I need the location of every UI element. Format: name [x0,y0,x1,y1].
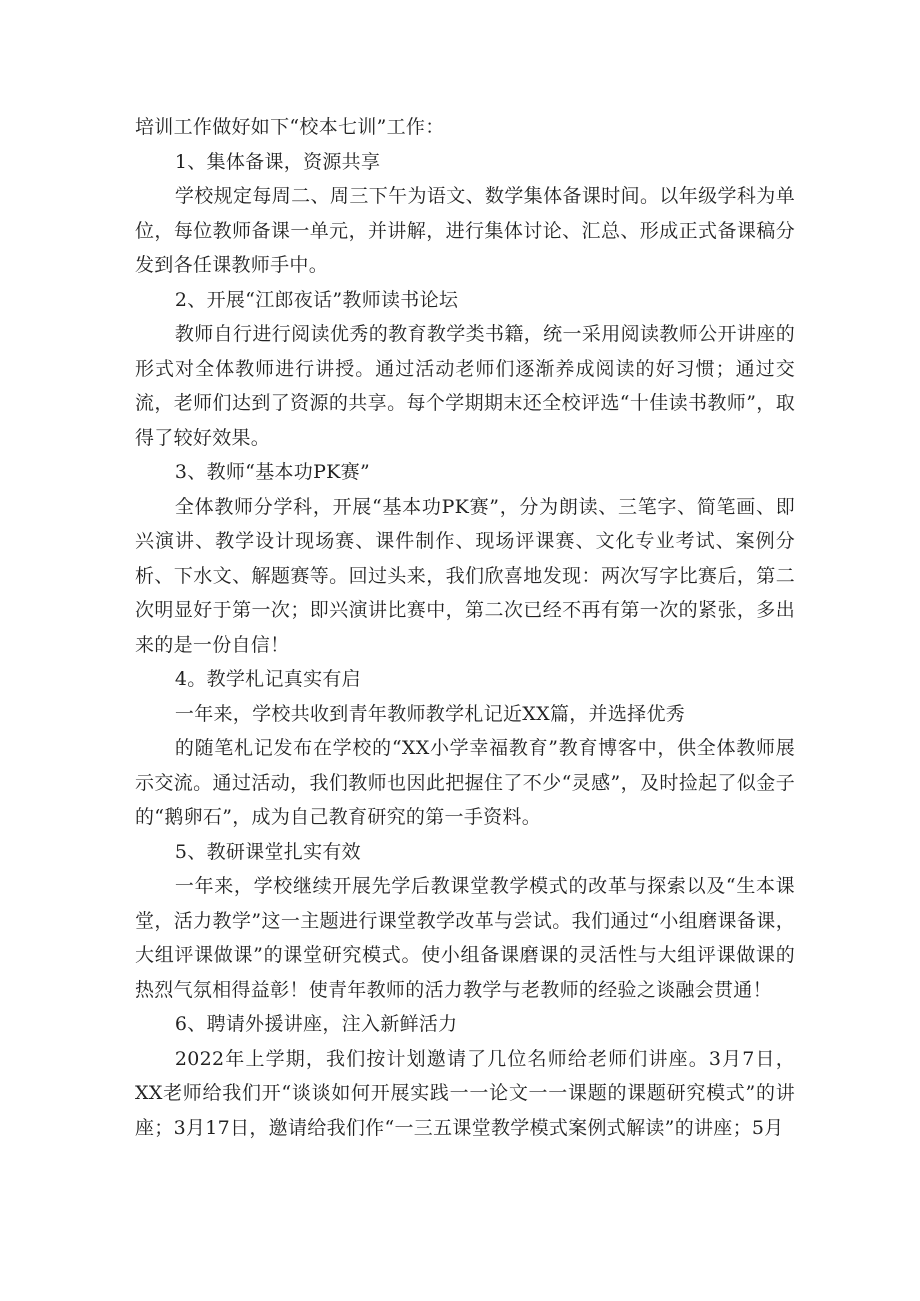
section-body-6: 2022年上学期，我们按计划邀请了几位名师给老师们讲座。3月7日，XX老师给我们开“谈谈如何开展实践一一论文一一课题的课题研究模式”的讲座；3月17日，邀请给我们作“一三五课堂教学模式案例式解读”的讲座；5月 [135,1047,795,1139]
section-body-4a: 一年来，学校共收到青年教师教学札记近XX篇，并选择优秀 [174,702,686,725]
section-body-3: 全体教师分学科，开展“基本功PK赛”，分为朗读、三笔字、简笔画、即兴演讲、教学设计现场赛、课件制作、现场评课赛、文化专业考试、案例分析、下水文、解题赛等。回过头来，我们欣喜地发现：两次写字比赛后，第二次明显好于第一次；即兴演讲比赛中，第二次已经不再有第一次的紧张，多出来的是一份自信！ [135,495,795,656]
section-body-1: 学校规定每周二、周三下午为语文、数学集体备课时间。以年级学科为单位，每位教师备课一单元，并讲解，进行集体讨论、汇总、形成正式备课稿分发到各任课教师手中。 [135,185,795,276]
section-heading-6: 6、聘请外援讲座，注入新鲜活力 [174,1013,458,1035]
section-heading-5: 5、教研课堂扎实有效 [174,840,361,863]
section-body-4b: 的随笔札记发布在学校的“XX小学幸福教育”教育博客中，供全体教师展示交流。通过活动，我们教师也因此把握住了不少“灵感”，及时捡起了似金子的“鹅卵石”，成为自己教育研究的第一手资料。 [135,737,795,828]
section-heading-4: 4。教学札记真实有启 [174,668,361,690]
intro-paragraph: 培训工作做好如下“校本七训”工作： [135,116,445,138]
section-body-2: 教师自行进行阅读优秀的教育教学类书籍，统一采用阅读教师公开讲座的形式对全体教师进行讲授。通过活动老师们逐渐养成阅读的好习惯；通过交流，老师们达到了资源的共享。每个学期期末还全校评选“十佳读书教师”，取得了较好效果。 [135,323,795,449]
section-heading-2: 2、开展“江郎夜话”教师读书论坛 [174,288,459,311]
section-body-5: 一年来，学校继续开展先学后教课堂教学模式的改革与探索以及“生本课堂，活力教学”这一主题进行课堂教学改革与尝试。我们通过“小组磨课备课，大组评课做课”的课堂研究模式。使小组备课磨课的灵活性与大组评课做课的热烈气氛相得益彰！使青年教师的活力教学与老教师的经验之谈融会贯通！ [135,875,795,1001]
section-heading-1: 1、集体备课，资源共享 [174,150,381,173]
section-heading-3: 3、教师“基本功PK赛” [174,461,370,483]
document-body [135,110,795,1145]
